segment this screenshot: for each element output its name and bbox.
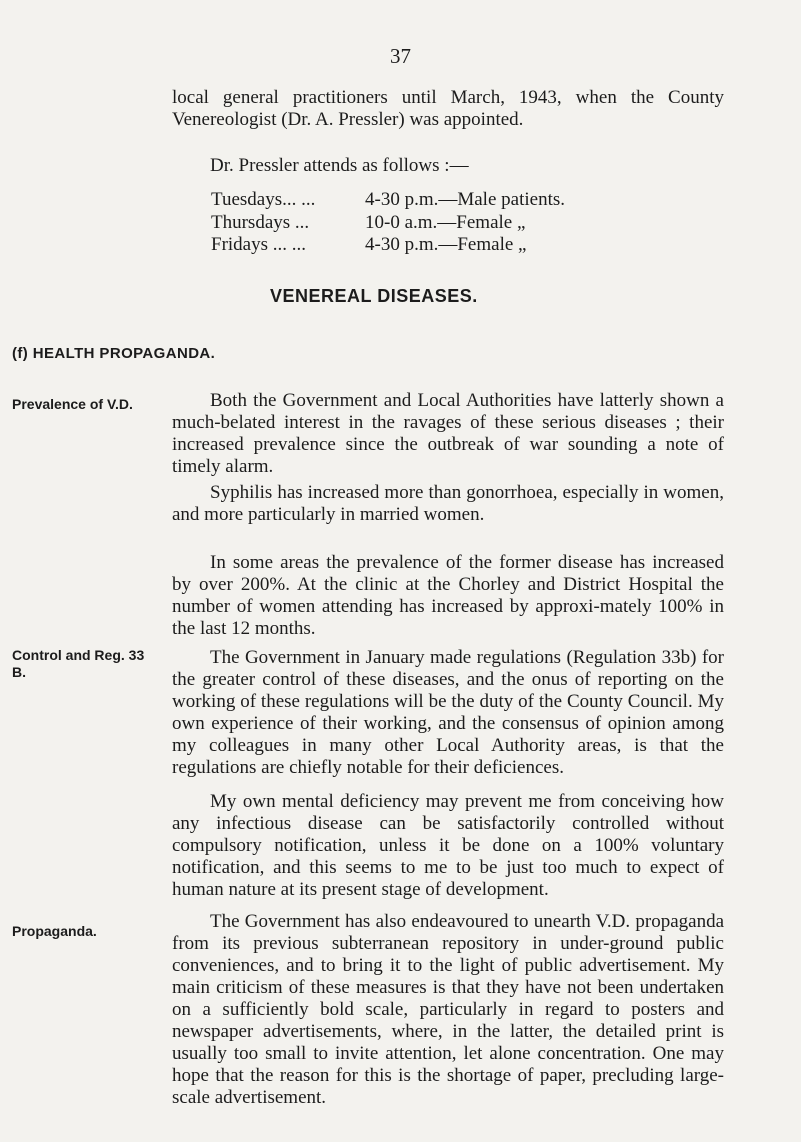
schedule-row (211, 234, 565, 257)
clinic-schedule (211, 189, 565, 257)
margin-note-prevalence: Prevalence of V.D. (12, 396, 133, 412)
attendance-intro: Dr. Pressler attends as follows :— (210, 155, 469, 176)
schedule-time: 4-30 p.m.—Female „ (365, 234, 527, 255)
schedule-row (211, 189, 565, 212)
schedule-day: Thursdays ... (211, 211, 310, 233)
schedule-row (211, 212, 565, 235)
intro-paragraph: local general practitioners until March, 1943, when the County Venereologist (Dr. A. Pressler) was appointed. (172, 87, 724, 130)
paragraph-propaganda: The Government has also endeavoured to unearth V.D. propaganda from its previous subterranean repository in under-ground public conveniences, and to bring it to the light of public advertisement. My main criticism of these measures is that they have not been undertaken on a sufficiently bold scale, particularly in regard to posters and newspaper advertisements, where, in the latter, the detailed print is usually too small to invite attention, let alone concentration. One may hope that the reason for this is the shortage of paper, precluding large-scale advertisement. (172, 911, 724, 1108)
section-heading: (f) HEALTH PROPAGANDA. (12, 345, 216, 362)
paragraph-deficiency: My own mental deficiency may prevent me from conceiving how any infectious disease can be satisfactorily controlled without compulsory notification, unless it be done on a 100% voluntary notification, and this seems to me to be just too much to expect of human nature at its present stage of development. (172, 791, 724, 900)
paragraph-regulations: The Government in January made regulations (Regulation 33b) for the greater control of these diseases, and the onus of reporting on the working of these regulations will be the duty of the County Council. My own experience of their working, and the consensus of opinion among my colleagues in many other Local Authority areas, is that the regulations are chiefly notable for their deficiences. (172, 647, 724, 778)
main-heading: VENEREAL DISEASES. (270, 286, 478, 306)
paragraph-areas: In some areas the prevalence of the former disease has increased by over 200%. At the clinic at the Chorley and District Hospital the number of women attending has increased by approxi-mately 100% in the last 12 months. (172, 552, 724, 639)
paragraph-prevalence: Both the Government and Local Authorities have latterly shown a much-belated interest in the ravages of these serious diseases ; their increased prevalence since the outbreak of war sounding a note of timely alarm. (172, 390, 724, 477)
page-number: 37 (390, 44, 411, 68)
schedule-day: Fridays ... ... (211, 234, 306, 255)
schedule-time: 10-0 a.m.—Female „ (365, 211, 526, 233)
schedule-day: Tuesdays... ... (211, 189, 316, 210)
margin-note-propaganda: Propaganda. (12, 923, 97, 939)
paragraph-syphilis: Syphilis has increased more than gonorrhoea, especially in women, and more particularly in married women. (172, 482, 724, 525)
margin-note-control: Control and Reg. 33 B. (12, 647, 145, 680)
schedule-time: 4-30 p.m.—Male patients. (365, 189, 565, 210)
